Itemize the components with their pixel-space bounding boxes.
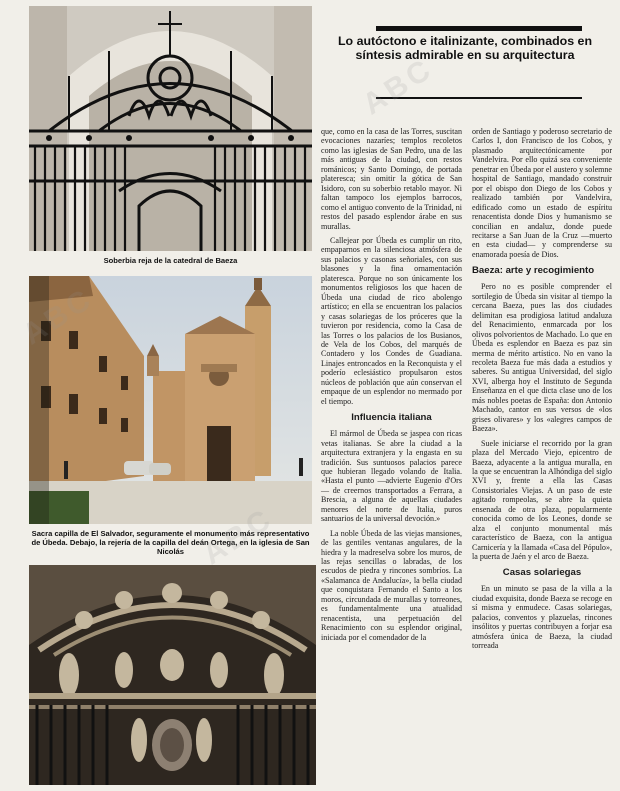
subheading-baeza: Baeza: arte y recogimiento: [472, 265, 595, 277]
rejeria-drawing: [29, 565, 316, 785]
watermark: ABC: [196, 501, 280, 572]
subheading-casas-solariegas: Casas solariegas: [502, 567, 582, 579]
photo-rejeria-dean-ortega: [29, 565, 316, 785]
article-headline: Lo autóctono e italinizante, combinados en síntesis admirable en su arquitectura: [337, 34, 593, 62]
column-2: [472, 127, 612, 656]
col1-paragraph: Callejear por Úbeda es cumplir un rito, empaparnos en la silenciosa atmósfera de sus palacios y casonas señoriales, con sus blasones y la fina ornamentación plateresca. Porque no son únicamente los monumentos religiosos los que hacen de Úbeda una ciudad de rico abolengo artístico; en ella se encuentran los palacios y casas solariegas de los próceres que la tuvieron por residencia, como la Casa de las Torres o los palacios de los Busianos, de Vela de los Cobos, del marqués de Contadero y los Condes de Guadiana. Linajes entroncados en la Reconquista y el poderío eclesiástico propulsaron estos núcleos de población que aún conservan el empaque de un esplendor no mermado por el tiempo.: [321, 235, 462, 406]
watermark: ABC: [356, 51, 440, 122]
caption-salvador: Sacra capilla de El Salvador, seguramente el monumento más representativo de Úbeda. Debajo, la rejería de la capilla del deán Ortega, en la iglesia de San Nicolás: [31, 529, 310, 556]
caption-reja: Soberbia reja de la catedral de Baeza: [103, 256, 238, 265]
col2-paragraph: Pero no es posible comprender el sortilegio de Úbeda sin visitar al tiempo la cercana Baeza, pues las dos ciudades delimitan esa prodigiosa latitud andaluza del Renacimiento, enmarcada por los olivos polvorientos de Machado. Lo que en Úbeda es esplendor en Baeza es paz sin merma de mérito artístico. No en vano la recoleta Baeza fue más dada a estudios y saberes. Su antigua Universidad, del siglo XVI, alberga hoy el Instituto de Segunda Enseñanza en el que dicta clase uno de los más nobles poetas de España: don Antonio Machado, cantor en sus versos de «los grises olivares» y los «alegres campos de Baeza».: [472, 282, 612, 434]
col1-paragraph: El mármol de Úbeda se jaspea con ricas vetas italianas. Se abre la ciudad a la arquitectura extranjera y la engasta en su tradición. Sus suntuosos palacios parece que hubieran llegado volando de Italia. «Hasta el punto —advierte Eugenio d'Ors— de creernos transportados a Ferrara, a Brescia, a alguna de aquellas ciudades menores del norte de Italia, puros santuarios de la universal devoción.»: [321, 429, 462, 524]
col2-paragraph: En un minuto se pasa de la villa a la ciudad exquisita, donde Baeza se recoge en sí misma y enmudece. Casas solariegas, palacios, conventos y plazuelas, rincones insólitos y puertas contribuyen a forjar esa atmósfera única de Baeza, la ciudad torreada: [472, 584, 612, 651]
col2-paragraph: Suele iniciarse el recorrido por la gran plaza del Mercado Viejo, epicentro de Baeza, adyacente a la antigua muralla, en la que se encuentran la Alhóndiga del siglo XVI y, frente a ella las Casas Consistoriales Viejas. A un paso de este agitado rompeolas, se abre la quieta ensenada de otra plaza, popularmente conocida como de los Leones, donde se alza el conjunto monumental más característico de Baeza, con la antigua Carnicería y la llamada «Casa del Pópulo», la puerta de Jaén y el arco de Baeza.: [472, 438, 612, 562]
col1-paragraph: La noble Úbeda de las viejas mansiones, de las gentiles ventanas angulares, de la hiedra y la madreselva sobre los muros, de las rejas sencillas o labradas, de los escudos de piedra y rincones sombríos. La «Salamanca de Andalucía», la bella ciudad que conquistara Fernando el Santo a los moros, circundada de murallas y torreones, es fundamentalmente una atualidad renacentista, una perpetuación del Renacimiento con su esplendor original, iniciada por el comendador de la: [321, 528, 462, 642]
salvador-drawing: [29, 276, 312, 524]
reja-drawing: [29, 6, 312, 251]
headline-rule-bottom: [376, 97, 582, 99]
headline-rule-top: [376, 26, 582, 31]
subheading-influencia-italiana: Influencia italiana: [351, 412, 432, 424]
photo-catedral-reja: [29, 6, 312, 251]
column-1: [321, 127, 462, 647]
col2-paragraph: orden de Santiago y poderoso secretario de Carlos I, don Francisco de los Cobos, y plasmado arquitectónicamente por Vandelvira. Por ello quizá sea conveniente penetrar en Úbeda por el austero y solemne hospital de Santiago, mandado construir por el obispo don Diego de los Cobos y realizado también por Vandelvira, edificado como un estado de espíritu renacentista donde Dios y humanismo se concilian en andaluz, donde puede recitarse a San Juan de la Cruz —muerto en esta ciudad— y comprenderse su enamorada poesía de Dios.: [472, 127, 612, 259]
photo-el-salvador: [29, 276, 312, 524]
col1-paragraph: que, como en la casa de las Torres, suscitan evocaciones nazaríes; templos recoletos como las iglesias de San Pedro, una de las más antiguas de la ciudad, con restos románicos; y Santo Domingo, de portada plateresca; sin omitir la gótica de San Isidoro, con su soberbio retablo mayor. Ni faltan tampoco los ejemplos barrocos, como el antiguo convento de la Trinidad, ni restos del pasado esplendor árabe en sus murallas.: [321, 127, 462, 231]
